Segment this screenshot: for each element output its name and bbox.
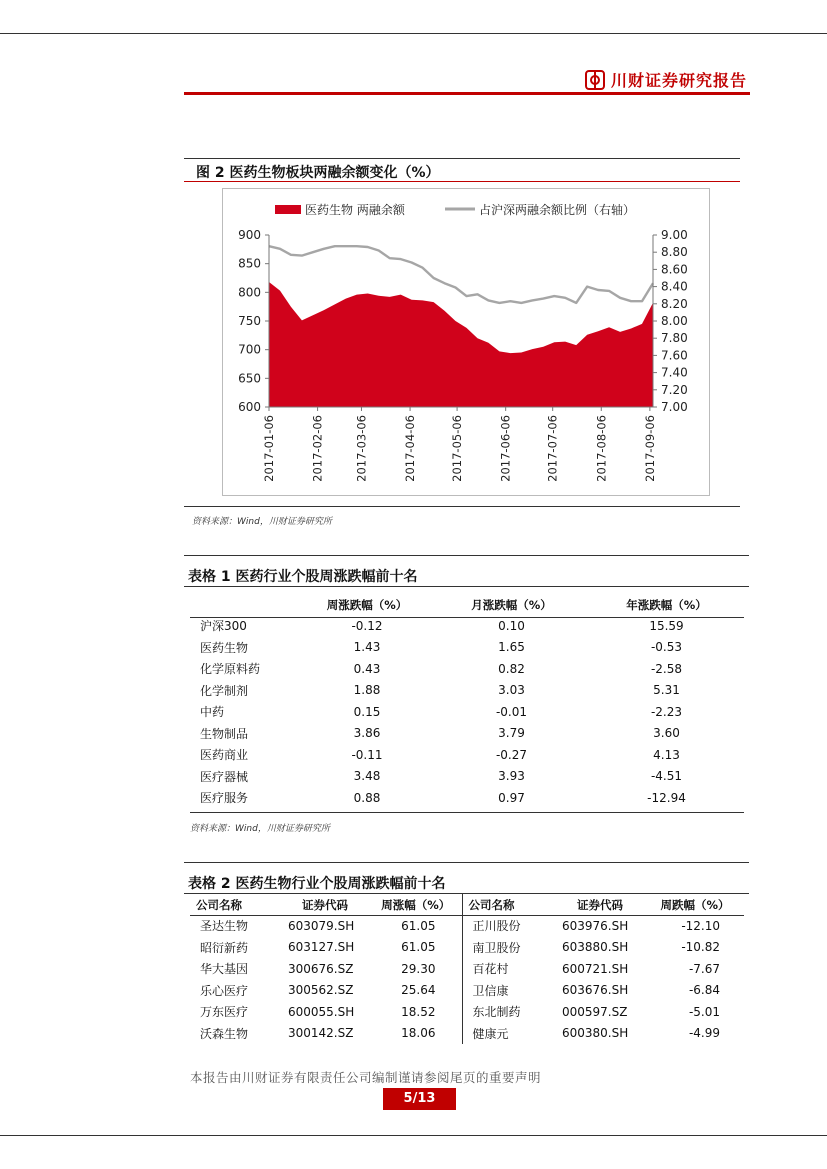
table2-header-row bbox=[190, 894, 744, 915]
figure2-top-rule bbox=[184, 158, 740, 159]
table-row bbox=[190, 1023, 744, 1045]
table2-header-cell: 周涨幅（%） bbox=[370, 894, 462, 915]
row-label-cell: 医疗器械 bbox=[200, 769, 249, 784]
chart-frame bbox=[222, 188, 710, 496]
change-value-cell: 18.52 bbox=[370, 1001, 462, 1023]
change-value-cell: -7.67 bbox=[688, 961, 720, 976]
change-value-cell: 61.05 bbox=[370, 915, 462, 937]
right-tick-label: 7.20 bbox=[661, 382, 688, 397]
table-row bbox=[190, 766, 744, 788]
left-tick-label: 850 bbox=[238, 256, 261, 271]
change-value-cell: 18.06 bbox=[370, 1023, 462, 1045]
table-row bbox=[190, 980, 744, 1002]
table-row bbox=[190, 1001, 744, 1023]
change-value-cell: 61.05 bbox=[370, 937, 462, 959]
right-tick-label: 9.00 bbox=[661, 228, 688, 242]
row-label-cell: 医疗服务 bbox=[200, 791, 249, 806]
company-name-cell: 百花村 bbox=[472, 962, 509, 977]
value-cell: 0.15 bbox=[353, 704, 381, 719]
x-tick-label: 2017-08-06 bbox=[594, 415, 609, 482]
x-tick-label: 2017-06-06 bbox=[498, 415, 513, 482]
security-code-cell: 000597.SZ bbox=[562, 1004, 628, 1019]
value-cell: -0.27 bbox=[495, 747, 528, 762]
x-tick-label: 2017-07-06 bbox=[545, 415, 560, 482]
company-name-cell: 华大基因 bbox=[200, 962, 249, 977]
company-name-cell: 健康元 bbox=[472, 1026, 509, 1041]
security-code-cell: 603127.SH bbox=[288, 940, 355, 955]
x-tick-label: 2017-03-06 bbox=[354, 415, 369, 482]
table-row bbox=[190, 744, 744, 766]
row-label-cell: 生物制品 bbox=[200, 726, 249, 741]
row-label-cell: 化学制剂 bbox=[200, 683, 249, 698]
value-cell: -0.11 bbox=[351, 747, 383, 762]
legend-swatch-area bbox=[275, 205, 301, 214]
change-value-cell: 29.30 bbox=[370, 958, 462, 980]
value-cell: 1.65 bbox=[498, 640, 525, 655]
page-number: 5/13 bbox=[383, 1088, 456, 1110]
security-code-cell: 600380.SH bbox=[562, 1026, 629, 1041]
change-value-cell: -12.10 bbox=[681, 918, 720, 933]
top-rule bbox=[0, 33, 827, 34]
table2-title: 表格 2 医药生物行业个股周涨跌幅前十名 bbox=[188, 876, 446, 892]
table1-bottom-rule bbox=[190, 812, 744, 813]
table-row bbox=[190, 701, 744, 723]
value-cell: 1.43 bbox=[353, 640, 381, 655]
company-name-cell: 东北制药 bbox=[472, 1005, 521, 1020]
table-row bbox=[190, 680, 744, 702]
security-code-cell: 600721.SH bbox=[562, 961, 629, 976]
row-label-cell: 医药生物 bbox=[200, 640, 249, 655]
table2-header-cell: 证券代码 bbox=[302, 897, 348, 912]
change-value-cell: -6.84 bbox=[688, 983, 720, 998]
right-tick-label: 8.00 bbox=[661, 314, 688, 328]
right-tick-label: 7.60 bbox=[661, 348, 688, 363]
table-row bbox=[190, 658, 744, 680]
table2-header-cell: 证券代码 bbox=[577, 897, 623, 912]
value-cell: 3.86 bbox=[353, 726, 381, 741]
left-tick-label: 900 bbox=[238, 228, 261, 242]
table-row bbox=[190, 958, 744, 980]
table-row bbox=[190, 615, 744, 637]
company-name-cell: 乐心医疗 bbox=[200, 983, 249, 998]
table1-top-rule bbox=[184, 555, 749, 556]
x-tick-label: 2017-04-06 bbox=[403, 415, 418, 482]
table1-source: 资料来源：Wind，川财证券研究所 bbox=[190, 824, 330, 834]
figure2-title: 图 2 医药生物板块两融余额变化（%） bbox=[196, 165, 440, 181]
value-cell: -0.53 bbox=[650, 640, 683, 655]
right-tick-label: 8.80 bbox=[661, 245, 688, 260]
table2 bbox=[190, 894, 744, 1044]
row-label-cell: 中药 bbox=[200, 705, 225, 720]
change-value-cell: 25.64 bbox=[370, 980, 462, 1002]
table2-top-rule bbox=[184, 862, 749, 863]
row-label-cell: 化学原料药 bbox=[200, 662, 261, 677]
brand-header bbox=[585, 68, 747, 91]
x-tick-label: 2017-09-06 bbox=[642, 415, 657, 482]
margin-balance-area bbox=[269, 282, 653, 407]
figure2-bottom-rule bbox=[184, 506, 740, 507]
table-row bbox=[190, 637, 744, 659]
value-cell: 3.93 bbox=[498, 769, 525, 784]
value-cell: 3.60 bbox=[653, 726, 680, 741]
figure2-title-rule bbox=[184, 181, 740, 182]
value-cell: 4.13 bbox=[653, 747, 680, 762]
security-code-cell: 300562.SZ bbox=[288, 983, 354, 998]
table2-header-cell: 公司名称 bbox=[468, 897, 515, 912]
value-cell: 0.10 bbox=[498, 618, 525, 633]
company-name-cell: 沃森生物 bbox=[200, 1026, 249, 1041]
table1-header-underline bbox=[190, 617, 744, 618]
row-label-cell: 医药商业 bbox=[200, 748, 249, 763]
right-tick-label: 8.60 bbox=[661, 262, 688, 277]
brand-logo-icon bbox=[585, 70, 605, 90]
right-tick-label: 8.20 bbox=[661, 296, 688, 311]
x-tick-label: 2017-01-06 bbox=[262, 415, 276, 482]
table-row bbox=[190, 787, 744, 809]
change-value-cell: -10.82 bbox=[681, 940, 720, 955]
security-code-cell: 603976.SH bbox=[562, 918, 629, 933]
company-name-cell: 万东医疗 bbox=[200, 1005, 249, 1020]
value-cell: 3.48 bbox=[353, 769, 381, 784]
value-cell: -2.23 bbox=[650, 704, 683, 719]
value-cell: -12.94 bbox=[647, 790, 686, 805]
figure2-source: 资料来源：Wind，川财证券研究所 bbox=[192, 517, 332, 527]
value-cell: -0.12 bbox=[351, 618, 383, 633]
value-cell: 1.88 bbox=[353, 683, 381, 698]
x-tick-label: 2017-02-06 bbox=[310, 415, 325, 482]
table1-header-cell bbox=[190, 594, 300, 615]
change-value-cell: -5.01 bbox=[688, 1004, 720, 1019]
value-cell: 0.82 bbox=[498, 661, 525, 676]
value-cell: 15.59 bbox=[649, 618, 684, 633]
security-code-cell: 600055.SH bbox=[288, 1004, 355, 1019]
table1 bbox=[190, 594, 744, 809]
table-row bbox=[190, 723, 744, 745]
row-label-cell: 沪深300 bbox=[200, 619, 247, 634]
table1-title-rule bbox=[184, 586, 749, 587]
value-cell: 3.79 bbox=[498, 726, 525, 741]
table-row bbox=[190, 915, 744, 937]
bottom-rule bbox=[0, 1135, 827, 1136]
value-cell: 5.31 bbox=[653, 683, 680, 698]
company-name-cell: 南卫股份 bbox=[472, 940, 521, 955]
value-cell: 3.03 bbox=[498, 683, 525, 698]
left-tick-label: 800 bbox=[238, 285, 261, 300]
x-tick-label: 2017-05-06 bbox=[450, 415, 465, 482]
security-code-cell: 300142.SZ bbox=[288, 1026, 354, 1041]
left-tick-label: 600 bbox=[238, 400, 261, 414]
company-name-cell: 圣达生物 bbox=[200, 919, 249, 934]
security-code-cell: 603079.SH bbox=[288, 918, 355, 933]
table-row bbox=[190, 937, 744, 959]
table2-header-cell: 公司名称 bbox=[196, 897, 242, 912]
value-cell: -4.51 bbox=[650, 769, 683, 784]
company-name-cell: 昭衍新药 bbox=[200, 940, 249, 955]
security-code-cell: 300676.SZ bbox=[288, 961, 354, 976]
brand-name: 川财证券研究报告 bbox=[611, 71, 748, 90]
table1-header-cell: 月涨跌幅（%） bbox=[471, 597, 552, 612]
table1-header-cell: 周涨跌幅（%） bbox=[326, 597, 408, 612]
left-tick-label: 650 bbox=[238, 371, 261, 386]
left-tick-label: 700 bbox=[238, 342, 261, 357]
value-cell: 0.88 bbox=[353, 790, 381, 805]
right-tick-label: 7.00 bbox=[661, 400, 688, 414]
header-rule bbox=[184, 92, 750, 95]
value-cell: -2.58 bbox=[650, 661, 683, 676]
table1-header-cell: 年涨跌幅（%） bbox=[626, 597, 707, 612]
security-code-cell: 603880.SH bbox=[562, 940, 629, 955]
change-value-cell: -4.99 bbox=[688, 1026, 720, 1041]
table2-header-cell: 周跌幅（%） bbox=[660, 897, 730, 912]
footer-disclaimer: 本报告由川财证券有限责任公司编制谨请参阅尾页的重要声明 bbox=[190, 1070, 542, 1085]
value-cell: 0.97 bbox=[498, 790, 525, 805]
ratio-line bbox=[269, 246, 653, 303]
security-code-cell: 603676.SH bbox=[562, 983, 629, 998]
right-tick-label: 7.80 bbox=[661, 331, 688, 346]
chart-svg bbox=[223, 189, 709, 495]
legend-label: 医药生物 两融余额 bbox=[305, 203, 405, 217]
table1-title: 表格 1 医药行业个股周涨跌幅前十名 bbox=[188, 569, 418, 585]
value-cell: 0.43 bbox=[353, 661, 381, 676]
right-tick-label: 7.40 bbox=[661, 365, 688, 380]
company-name-cell: 正川股份 bbox=[472, 919, 521, 934]
table1-header-row bbox=[190, 594, 744, 615]
value-cell: -0.01 bbox=[495, 704, 528, 719]
right-tick-label: 8.40 bbox=[661, 279, 688, 294]
company-name-cell: 卫信康 bbox=[472, 983, 509, 998]
legend-label: 占沪深两融余额比例（右轴） bbox=[479, 203, 636, 217]
table2-header-underline bbox=[190, 915, 744, 916]
left-tick-label: 750 bbox=[238, 314, 261, 328]
